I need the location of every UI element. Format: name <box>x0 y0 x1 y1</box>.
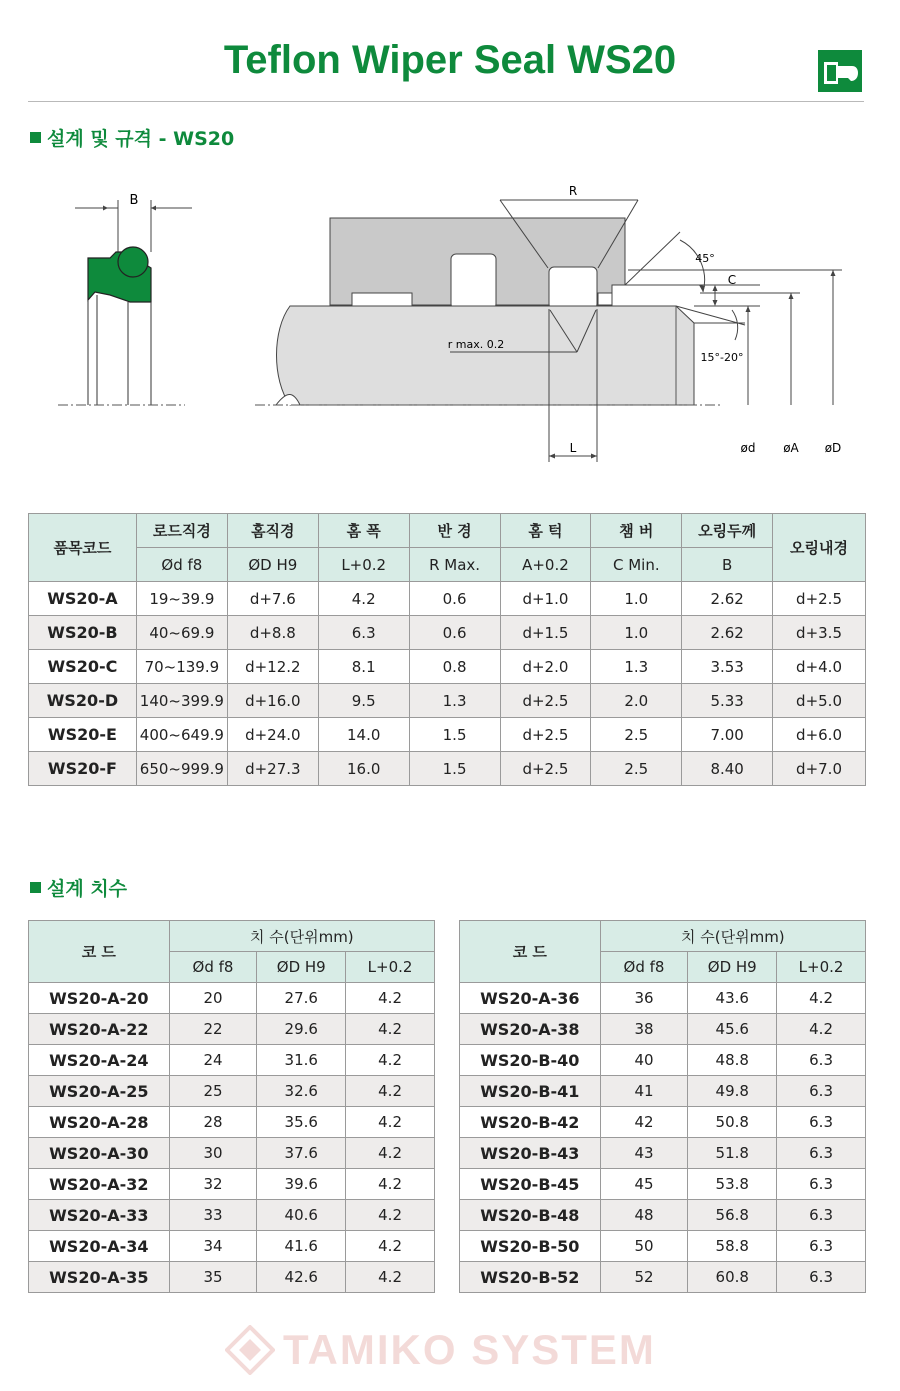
value-cell: 400~649.9 <box>136 718 227 752</box>
header-top: 로드직경 <box>136 514 227 548</box>
value-cell: 3.53 <box>682 650 773 684</box>
table-row <box>29 684 866 718</box>
value-cell: 16.0 <box>318 752 409 786</box>
product-code-cell: WS20-A-24 <box>29 1045 170 1076</box>
value-cell: 1.0 <box>591 616 682 650</box>
value-cell: 35 <box>169 1262 257 1293</box>
value-cell: 33 <box>169 1200 257 1231</box>
value-cell: 4.2 <box>346 1231 435 1262</box>
dim-label-oa: øA <box>783 441 799 455</box>
value-cell: 1.5 <box>409 718 500 752</box>
value-cell: 45 <box>600 1169 688 1200</box>
value-cell: 34 <box>169 1231 257 1262</box>
header-sub: R Max. <box>409 548 500 582</box>
value-cell: 41 <box>600 1076 688 1107</box>
product-code-cell: WS20-A-35 <box>29 1262 170 1293</box>
value-cell: 6.3 <box>777 1200 866 1231</box>
value-cell: 4.2 <box>346 1014 435 1045</box>
table-row <box>460 1045 866 1076</box>
product-code-cell: WS20-A-32 <box>29 1169 170 1200</box>
value-cell: 43 <box>600 1138 688 1169</box>
value-cell: 4.2 <box>777 983 866 1014</box>
table-row <box>460 1107 866 1138</box>
value-cell: 30 <box>169 1138 257 1169</box>
header-sub: ØD H9 <box>688 952 777 983</box>
table-row <box>29 1014 435 1045</box>
product-code-cell: WS20-A-22 <box>29 1014 170 1045</box>
table-row <box>29 1169 435 1200</box>
value-cell: 35.6 <box>257 1107 346 1138</box>
value-cell: d+7.6 <box>227 582 318 616</box>
value-cell: 50 <box>600 1231 688 1262</box>
spec-table <box>28 513 866 786</box>
value-cell: 6.3 <box>777 1169 866 1200</box>
value-cell: 2.62 <box>682 616 773 650</box>
value-cell: 38 <box>600 1014 688 1045</box>
title-divider <box>28 101 864 102</box>
value-cell: 6.3 <box>777 1231 866 1262</box>
product-code-cell: WS20-B-40 <box>460 1045 601 1076</box>
value-cell: 48 <box>600 1200 688 1231</box>
value-cell: 4.2 <box>346 1200 435 1231</box>
table-row <box>460 1200 866 1231</box>
value-cell: 31.6 <box>257 1045 346 1076</box>
product-code-cell: WS20-A <box>29 582 137 616</box>
dim-label-od: ød <box>740 441 756 455</box>
value-cell: 37.6 <box>257 1138 346 1169</box>
rod <box>255 306 720 405</box>
seal-cross-section-diagram <box>0 150 900 470</box>
value-cell: 24 <box>169 1045 257 1076</box>
dim-label-45: 45° <box>695 252 715 265</box>
value-cell: 2.0 <box>591 684 682 718</box>
bullet-square-icon <box>30 132 41 143</box>
dim-label-r: R <box>568 184 578 198</box>
header-top: 홈직경 <box>227 514 318 548</box>
product-code-cell: WS20-B-41 <box>460 1076 601 1107</box>
product-code-cell: WS20-B-50 <box>460 1231 601 1262</box>
seal-profile <box>58 200 192 405</box>
value-cell: 140~399.9 <box>136 684 227 718</box>
value-cell: 4.2 <box>346 1169 435 1200</box>
product-code-cell: WS20-A-25 <box>29 1076 170 1107</box>
value-cell: 4.2 <box>346 1262 435 1293</box>
value-cell: d+2.5 <box>773 582 866 616</box>
value-cell: d+1.5 <box>500 616 591 650</box>
value-cell: 70~139.9 <box>136 650 227 684</box>
value-cell: d+2.5 <box>500 718 591 752</box>
value-cell: 0.6 <box>409 582 500 616</box>
table-row <box>29 582 866 616</box>
value-cell: 43.6 <box>688 983 777 1014</box>
watermark <box>225 1325 656 1375</box>
value-cell: 4.2 <box>346 1076 435 1107</box>
value-cell: 7.00 <box>682 718 773 752</box>
value-cell: 4.2 <box>346 1107 435 1138</box>
value-cell: d+1.0 <box>500 582 591 616</box>
value-cell: d+6.0 <box>773 718 866 752</box>
value-cell: 48.8 <box>688 1045 777 1076</box>
value-cell: d+8.8 <box>227 616 318 650</box>
value-cell: d+16.0 <box>227 684 318 718</box>
header-top: 오링두께 <box>682 514 773 548</box>
wiper-seal-logo-icon <box>818 50 862 92</box>
section-title: 설계 및 규격 - WS20 <box>47 128 235 150</box>
header-sub: Ød f8 <box>136 548 227 582</box>
value-cell: 2.5 <box>591 752 682 786</box>
product-code-cell: WS20-A-36 <box>460 983 601 1014</box>
product-code-cell: WS20-B-43 <box>460 1138 601 1169</box>
product-code-cell: WS20-C <box>29 650 137 684</box>
value-cell: 40 <box>600 1045 688 1076</box>
table-row <box>29 752 866 786</box>
table-row <box>29 983 435 1014</box>
section-design-spec <box>30 124 234 151</box>
value-cell: 32 <box>169 1169 257 1200</box>
product-code-cell: WS20-A-20 <box>29 983 170 1014</box>
product-code-cell: WS20-B-52 <box>460 1262 601 1293</box>
value-cell: 2.5 <box>591 718 682 752</box>
value-cell: d+3.5 <box>773 616 866 650</box>
product-code-cell: WS20-D <box>29 684 137 718</box>
value-cell: 45.6 <box>688 1014 777 1045</box>
value-cell: 53.8 <box>688 1169 777 1200</box>
value-cell: 0.8 <box>409 650 500 684</box>
header-oring-id: 오링내경 <box>773 514 866 582</box>
value-cell: 6.3 <box>777 1262 866 1293</box>
product-code-cell: WS20-F <box>29 752 137 786</box>
header-sub: Ød f8 <box>169 952 257 983</box>
table-row <box>29 1262 435 1293</box>
table-row <box>460 983 866 1014</box>
value-cell: 40~69.9 <box>136 616 227 650</box>
table-row <box>29 616 866 650</box>
table-row <box>29 1231 435 1262</box>
header-code: 코 드 <box>29 921 170 983</box>
product-code-cell: WS20-A-38 <box>460 1014 601 1045</box>
value-cell: 6.3 <box>777 1076 866 1107</box>
value-cell: 1.3 <box>591 650 682 684</box>
product-code-cell: WS20-B-48 <box>460 1200 601 1231</box>
value-cell: d+12.2 <box>227 650 318 684</box>
value-cell: 4.2 <box>346 983 435 1014</box>
value-cell: 25 <box>169 1076 257 1107</box>
value-cell: 1.0 <box>591 582 682 616</box>
value-cell: 1.3 <box>409 684 500 718</box>
value-cell: d+7.0 <box>773 752 866 786</box>
watermark-text: TAMIKO SYSTEM <box>283 1326 656 1373</box>
value-cell: 14.0 <box>318 718 409 752</box>
header-sub: L+0.2 <box>318 548 409 582</box>
value-cell: d+2.5 <box>500 752 591 786</box>
bullet-square-icon <box>30 882 41 893</box>
value-cell: 9.5 <box>318 684 409 718</box>
value-cell: 1.5 <box>409 752 500 786</box>
value-cell: 51.8 <box>688 1138 777 1169</box>
value-cell: 8.1 <box>318 650 409 684</box>
header-sub: ØD H9 <box>257 952 346 983</box>
product-code-cell: WS20-A-33 <box>29 1200 170 1231</box>
table-row <box>460 1231 866 1262</box>
product-code-cell: WS20-A-28 <box>29 1107 170 1138</box>
tamiko-logo-icon <box>225 1325 275 1375</box>
table-row <box>29 1076 435 1107</box>
value-cell: 4.2 <box>777 1014 866 1045</box>
value-cell: 4.2 <box>318 582 409 616</box>
header-dim-group: 치 수(단위mm) <box>169 921 434 952</box>
value-cell: 42 <box>600 1107 688 1138</box>
value-cell: d+27.3 <box>227 752 318 786</box>
table-row <box>460 1262 866 1293</box>
header-sub: B <box>682 548 773 582</box>
value-cell: 32.6 <box>257 1076 346 1107</box>
value-cell: 6.3 <box>777 1045 866 1076</box>
value-cell: 6.3 <box>777 1138 866 1169</box>
value-cell: 8.40 <box>682 752 773 786</box>
header-sub: ØD H9 <box>227 548 318 582</box>
value-cell: 42.6 <box>257 1262 346 1293</box>
value-cell: 41.6 <box>257 1231 346 1262</box>
section-title: 설계 치수 <box>47 878 128 900</box>
header-sub: A+0.2 <box>500 548 591 582</box>
value-cell: 4.2 <box>346 1045 435 1076</box>
value-cell: 19~39.9 <box>136 582 227 616</box>
value-cell: 60.8 <box>688 1262 777 1293</box>
value-cell: 36 <box>600 983 688 1014</box>
dim-label-l: L <box>569 441 577 455</box>
dim-label-rmax: r max. 0.2 <box>447 338 505 351</box>
value-cell: 49.8 <box>688 1076 777 1107</box>
header-dim-group: 치 수(단위mm) <box>600 921 865 952</box>
value-cell: 5.33 <box>682 684 773 718</box>
product-code-cell: WS20-B-42 <box>460 1107 601 1138</box>
value-cell: d+2.0 <box>500 650 591 684</box>
table-row <box>29 1200 435 1231</box>
dim-label-b: B <box>129 193 139 208</box>
table-row <box>460 1014 866 1045</box>
header-sub: Ød f8 <box>600 952 688 983</box>
header-code: 품목코드 <box>29 514 137 582</box>
page-title: Teflon Wiper Seal WS20 <box>223 38 677 82</box>
header-top: 홈 턱 <box>500 514 591 548</box>
value-cell: 4.2 <box>346 1138 435 1169</box>
value-cell: d+5.0 <box>773 684 866 718</box>
value-cell: 50.8 <box>688 1107 777 1138</box>
header-top: 챔 버 <box>591 514 682 548</box>
product-code-cell: WS20-A-34 <box>29 1231 170 1262</box>
value-cell: 20 <box>169 983 257 1014</box>
product-code-cell: WS20-B <box>29 616 137 650</box>
value-cell: 650~999.9 <box>136 752 227 786</box>
value-cell: 22 <box>169 1014 257 1045</box>
header-sub: L+0.2 <box>777 952 866 983</box>
header-top: 반 경 <box>409 514 500 548</box>
table-row <box>460 1169 866 1200</box>
value-cell: d+4.0 <box>773 650 866 684</box>
value-cell: 56.8 <box>688 1200 777 1231</box>
table-row <box>29 1138 435 1169</box>
table-row <box>29 1107 435 1138</box>
value-cell: 0.6 <box>409 616 500 650</box>
dim-label-od-large: øD <box>824 441 842 455</box>
value-cell: d+24.0 <box>227 718 318 752</box>
value-cell: 40.6 <box>257 1200 346 1231</box>
value-cell: 39.6 <box>257 1169 346 1200</box>
dim-label-15-20: 15°-20° <box>700 351 744 364</box>
product-code-cell: WS20-A-30 <box>29 1138 170 1169</box>
header-sub: L+0.2 <box>346 952 435 983</box>
header-sub: C Min. <box>591 548 682 582</box>
value-cell: 6.3 <box>777 1107 866 1138</box>
section-design-dims <box>30 874 127 901</box>
header-code: 코 드 <box>460 921 601 983</box>
product-code-cell: WS20-B-45 <box>460 1169 601 1200</box>
value-cell: 29.6 <box>257 1014 346 1045</box>
value-cell: 6.3 <box>318 616 409 650</box>
dim-label-c: C <box>727 273 737 287</box>
value-cell: 28 <box>169 1107 257 1138</box>
product-code-cell: WS20-E <box>29 718 137 752</box>
value-cell: 52 <box>600 1262 688 1293</box>
value-cell: 27.6 <box>257 983 346 1014</box>
table-row <box>29 718 866 752</box>
table-row <box>29 650 866 684</box>
table-row <box>460 1076 866 1107</box>
dim-table-right <box>459 920 866 1293</box>
housing <box>330 218 625 309</box>
value-cell: d+2.5 <box>500 684 591 718</box>
value-cell: 58.8 <box>688 1231 777 1262</box>
table-row <box>29 1045 435 1076</box>
header-top: 홈 폭 <box>318 514 409 548</box>
dim-table-left <box>28 920 435 1293</box>
table-row <box>460 1138 866 1169</box>
value-cell: 2.62 <box>682 582 773 616</box>
